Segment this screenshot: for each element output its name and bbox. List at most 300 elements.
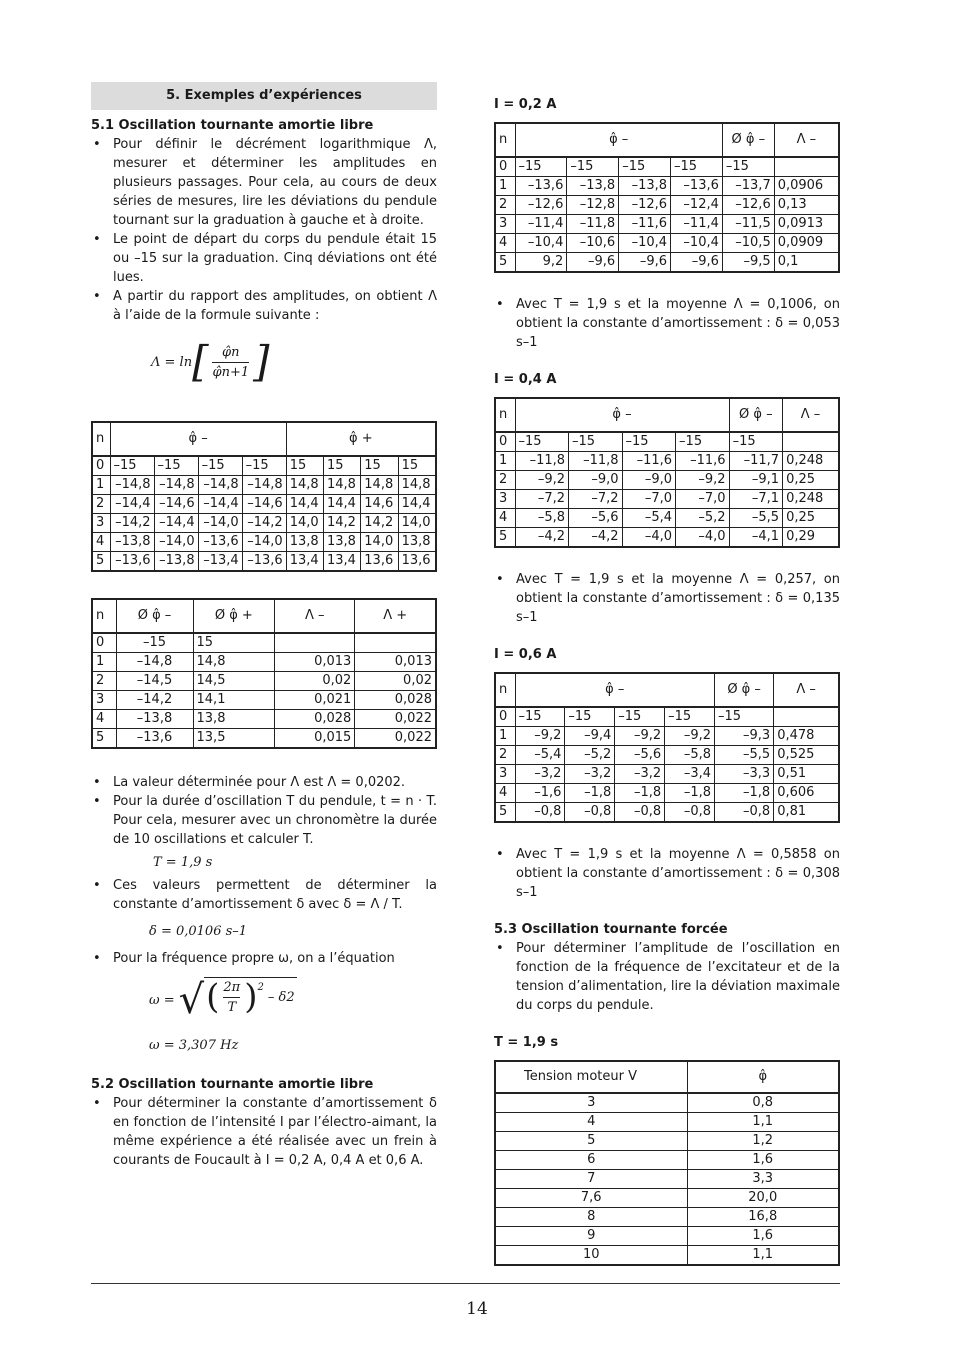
table-cell: –5,8 xyxy=(515,509,569,528)
col-header-avg-phi-minus: Ø φ̂ – xyxy=(722,123,774,157)
table-cell: –0,8 xyxy=(715,803,774,823)
formula-numerator: φ̂n xyxy=(212,343,249,363)
list-item: • A partir du rapport des amplitudes, on obtient Λ à l’aide de la formule suivante : xyxy=(91,287,437,325)
table-row xyxy=(92,514,436,533)
table-cell: 14,2 xyxy=(361,514,398,533)
table-cell: 13,8 xyxy=(323,533,360,552)
table-cell: –9,6 xyxy=(619,253,671,273)
col-header-n: n xyxy=(92,599,116,633)
table-cell: 1,6 xyxy=(687,1151,839,1170)
table-cell: 5 xyxy=(92,552,110,572)
table-cell: 15 xyxy=(286,456,323,476)
note-i02-list xyxy=(494,295,840,352)
table-cell: –11,8 xyxy=(567,215,619,234)
table-cell: 8 xyxy=(495,1208,687,1227)
table-row xyxy=(495,1132,839,1151)
bullet-list-5-1 xyxy=(91,135,437,325)
formula-omega xyxy=(91,968,437,1032)
table-cell: 0,248 xyxy=(783,452,839,471)
bullet-list-5-1-results xyxy=(91,773,437,849)
table-cell: 13,5 xyxy=(193,729,275,749)
table-cell: –3,4 xyxy=(665,765,715,784)
table-cell: –15 xyxy=(665,707,715,727)
table-cell: –11,4 xyxy=(515,215,567,234)
table-cell: –14,2 xyxy=(116,691,193,710)
table-cell: 5 xyxy=(495,1132,687,1151)
table-title-t19: T = 1,9 s xyxy=(494,1035,559,1050)
table-row xyxy=(495,471,839,490)
table-cell: –13,6 xyxy=(116,729,193,749)
table-cell: 0,02 xyxy=(275,672,355,691)
table-cell: –5,2 xyxy=(676,509,730,528)
table-row xyxy=(495,490,839,509)
table-cell: 4 xyxy=(495,1113,687,1132)
table-cell xyxy=(355,633,436,653)
table-cell xyxy=(774,707,839,727)
note-i06-list xyxy=(494,845,840,902)
table-cell: 3 xyxy=(495,215,515,234)
list-item: • Avec T = 1,9 s et la moyenne Λ = 0,257, on obtient la constante d’amortissement : δ = 0,135 s–1 xyxy=(494,570,840,627)
table-row xyxy=(495,765,839,784)
table-cell: –13,6 xyxy=(242,552,286,572)
table-cell: –15 xyxy=(729,432,783,452)
table-cell: 4 xyxy=(92,533,110,552)
table-cell: –5,4 xyxy=(622,509,676,528)
table-cell: 0,25 xyxy=(783,471,839,490)
table-i04 xyxy=(494,397,840,548)
formula-fraction xyxy=(208,343,253,382)
table-cell: –13,8 xyxy=(110,533,154,552)
table-cell: 2 xyxy=(495,471,515,490)
table-cell: –13,6 xyxy=(671,177,723,196)
table-cell: –10,4 xyxy=(671,234,723,253)
table-cell: –14,8 xyxy=(110,476,154,495)
table-cell: 15 xyxy=(361,456,398,476)
table-cell: 9 xyxy=(495,1227,687,1246)
table-cell: 0,8 xyxy=(687,1093,839,1113)
table-row xyxy=(92,552,436,572)
col-header-lambda-minus: Λ – xyxy=(774,123,839,157)
table-cell: –7,2 xyxy=(569,490,623,509)
table-cell: –9,4 xyxy=(565,727,615,746)
table-cell: 13,8 xyxy=(193,710,275,729)
table-cell: –11,7 xyxy=(729,452,783,471)
table-cell: –14,8 xyxy=(242,476,286,495)
table-cell: 1 xyxy=(495,452,515,471)
table-cell: 3 xyxy=(92,691,116,710)
table-cell: –3,2 xyxy=(565,765,615,784)
table-cell: –7,2 xyxy=(515,490,569,509)
table-cell: –5,8 xyxy=(665,746,715,765)
col-header-lambda-minus: Λ – xyxy=(783,398,839,432)
table-cell: 14,4 xyxy=(286,495,323,514)
col-header-avg-phi-minus: Ø φ̂ – xyxy=(715,673,774,707)
table-cell: 0,13 xyxy=(774,196,839,215)
table-cell: –14,8 xyxy=(198,476,242,495)
table-cell: 0,478 xyxy=(774,727,839,746)
table-cell: –11,4 xyxy=(671,215,723,234)
table-cell: –5,2 xyxy=(565,746,615,765)
table-cell: –15 xyxy=(198,456,242,476)
table-title-i06: I = 0,6 A xyxy=(494,647,557,662)
table-row xyxy=(495,452,839,471)
table-cell: –0,8 xyxy=(665,803,715,823)
table-cell: 6 xyxy=(495,1151,687,1170)
table-cell: –11,5 xyxy=(722,215,774,234)
formula-denominator: T xyxy=(227,1000,237,1015)
table-cell xyxy=(275,633,355,653)
table-row xyxy=(495,746,839,765)
table-cell: 13,8 xyxy=(398,533,436,552)
table-cell: –15 xyxy=(622,432,676,452)
table-cell: –15 xyxy=(515,707,565,727)
list-item: • Pour déterminer la constante d’amortissement δ en fonction de l’intensité I par l’électro-aimant, la même expérience a été réalisée avec un frein à courants de Foucault à I = 0,2 A, 0,4 A et 0,6 A. xyxy=(91,1094,437,1170)
table-cell: –10,4 xyxy=(515,234,567,253)
table-row xyxy=(495,1227,839,1246)
col-header-n: n xyxy=(92,422,110,456)
table-cell: 14,8 xyxy=(398,476,436,495)
table-row xyxy=(495,784,839,803)
table-cell: –5,6 xyxy=(569,509,623,528)
table-row xyxy=(495,1093,839,1113)
table-cell: 0 xyxy=(495,707,515,727)
table-cell: 14,8 xyxy=(323,476,360,495)
table-cell: 3,3 xyxy=(687,1170,839,1189)
table-cell: –13,6 xyxy=(110,552,154,572)
col-header-phi-minus: φ̂ – xyxy=(515,123,722,157)
table-cell: –9,5 xyxy=(722,253,774,273)
formula-lhs: ω = xyxy=(149,992,175,1008)
table-cell: 1,6 xyxy=(687,1227,839,1246)
col-header-motor-voltage: Tension moteur V xyxy=(495,1061,687,1093)
table-cell: 3 xyxy=(495,765,515,784)
table-cell: 5 xyxy=(92,729,116,749)
table-row xyxy=(495,1246,839,1266)
formula-numerator: 2π xyxy=(223,978,240,998)
table-5-1-deviations xyxy=(91,421,437,572)
table-cell: 20,0 xyxy=(687,1189,839,1208)
table-cell: –9,0 xyxy=(622,471,676,490)
table-cell: –13,8 xyxy=(154,552,198,572)
formula-tail: – δ2 xyxy=(267,990,295,1005)
table-cell: 0,25 xyxy=(783,509,839,528)
table-cell: –12,4 xyxy=(671,196,723,215)
table-row xyxy=(495,253,839,273)
col-header-n: n xyxy=(495,398,515,432)
table-cell: 1 xyxy=(92,476,110,495)
table-cell: –9,3 xyxy=(715,727,774,746)
table-cell: 1,1 xyxy=(687,1246,839,1266)
table-cell: 5 xyxy=(495,803,515,823)
table-row xyxy=(495,1189,839,1208)
table-cell: 14,0 xyxy=(361,533,398,552)
table-cell: –9,6 xyxy=(567,253,619,273)
table-cell: –9,2 xyxy=(665,727,715,746)
table-cell: –11,6 xyxy=(622,452,676,471)
table-cell: –15 xyxy=(567,157,619,177)
table-row xyxy=(495,157,839,177)
bullet-list-delta xyxy=(91,876,437,914)
table-i02 xyxy=(494,122,840,273)
table-cell: 1 xyxy=(495,177,515,196)
table-row xyxy=(92,691,436,710)
table-cell: –14,0 xyxy=(154,533,198,552)
bullet-list-omega xyxy=(91,949,437,968)
col-header-avg-phi-minus: Ø φ̂ – xyxy=(729,398,783,432)
table-row xyxy=(495,215,839,234)
table-cell: –3,2 xyxy=(615,765,665,784)
table-cell: –1,8 xyxy=(615,784,665,803)
table-cell: –15 xyxy=(722,157,774,177)
table-cell: –15 xyxy=(569,432,623,452)
table-cell: –15 xyxy=(515,157,567,177)
col-header-avg-phi-plus: Ø φ̂ + xyxy=(193,599,275,633)
formula-lambda xyxy=(91,331,437,393)
table-cell: 0,51 xyxy=(774,765,839,784)
list-item: • Pour définir le décrément logarithmique Λ, mesurer et déterminer les amplitudes en plusieurs passages. Pour cela, au cours de deux séries de mesures, lire les déviations du pendule tournant sur la graduation à gauche et à droite. xyxy=(91,135,437,230)
table-cell: –12,6 xyxy=(619,196,671,215)
table-cell: –10,6 xyxy=(567,234,619,253)
table-cell: –0,8 xyxy=(515,803,565,823)
table-cell: –4,0 xyxy=(622,528,676,548)
formula-omega-value: ω = 3,307 Hz xyxy=(149,1038,239,1053)
paren-close: ) xyxy=(244,977,258,1017)
table-cell: –14,0 xyxy=(198,514,242,533)
table-cell: –15 xyxy=(671,157,723,177)
table-cell: 2 xyxy=(495,746,515,765)
table-cell: –15 xyxy=(110,456,154,476)
table-cell: 0,0909 xyxy=(774,234,839,253)
table-cell: –14,0 xyxy=(242,533,286,552)
bracket-open: [ xyxy=(192,337,209,386)
table-cell: –11,6 xyxy=(676,452,730,471)
table-i06 xyxy=(494,672,840,823)
table-cell: 7,6 xyxy=(495,1189,687,1208)
table-cell: –15 xyxy=(565,707,615,727)
table-cell: 0,02 xyxy=(355,672,436,691)
table-title-i02: I = 0,2 A xyxy=(494,97,557,112)
table-cell: –1,8 xyxy=(665,784,715,803)
col-header-n: n xyxy=(495,673,515,707)
table-cell: 15 xyxy=(323,456,360,476)
table-cell: 0,021 xyxy=(275,691,355,710)
table-cell: 3 xyxy=(92,514,110,533)
table-cell: –0,8 xyxy=(565,803,615,823)
table-row xyxy=(92,672,436,691)
table-cell: –1,8 xyxy=(565,784,615,803)
table-forced-oscillation xyxy=(494,1060,840,1266)
table-cell: 14,4 xyxy=(323,495,360,514)
table-cell: 0,1 xyxy=(774,253,839,273)
table-row xyxy=(92,495,436,514)
table-cell: 3 xyxy=(495,1093,687,1113)
table-row xyxy=(495,177,839,196)
table-cell: –14,5 xyxy=(116,672,193,691)
table-cell: 14,1 xyxy=(193,691,275,710)
table-cell: 2 xyxy=(92,495,110,514)
table-cell: –7,1 xyxy=(729,490,783,509)
table-cell: 0,013 xyxy=(355,653,436,672)
table-cell: –10,4 xyxy=(619,234,671,253)
footer-rule xyxy=(91,1283,840,1284)
col-header-phi: φ̂ xyxy=(687,1061,839,1093)
table-row xyxy=(92,729,436,749)
table-cell: –0,8 xyxy=(615,803,665,823)
table-cell: 14,4 xyxy=(398,495,436,514)
formula-delta: δ = 0,0106 s–1 xyxy=(149,924,248,939)
table-cell: –14,6 xyxy=(242,495,286,514)
table-row xyxy=(495,803,839,823)
list-item: • Pour la fréquence propre ω, on a l’équation xyxy=(91,949,437,968)
table-title-i04: I = 0,4 A xyxy=(494,372,557,387)
table-row xyxy=(495,707,839,727)
right-column xyxy=(494,95,840,1266)
table-cell: –14,2 xyxy=(242,514,286,533)
table-cell: –12,6 xyxy=(722,196,774,215)
table-cell: –1,6 xyxy=(515,784,565,803)
subsection-5-3-title: 5.3 Oscillation tournante forcée xyxy=(494,922,728,937)
table-row xyxy=(495,1151,839,1170)
sqrt-body xyxy=(204,977,296,1017)
list-item: • Pour la durée d’oscillation T du pendule, t = n · T. Pour cela, mesurer avec un chronomètre la durée de 10 oscillations et calculer T. xyxy=(91,792,437,849)
table-cell: 0,028 xyxy=(355,691,436,710)
table-cell: –13,8 xyxy=(567,177,619,196)
table-cell: 0,29 xyxy=(783,528,839,548)
paren-open: ( xyxy=(206,977,220,1017)
table-cell: 0,028 xyxy=(275,710,355,729)
table-cell xyxy=(783,432,839,452)
table-cell: 14,8 xyxy=(286,476,323,495)
table-cell: 13,4 xyxy=(323,552,360,572)
table-cell: –13,6 xyxy=(515,177,567,196)
table-cell: –13,8 xyxy=(619,177,671,196)
table-cell: 0 xyxy=(495,157,515,177)
table-cell: 14,8 xyxy=(193,653,275,672)
table-cell: –5,5 xyxy=(729,509,783,528)
table-cell: 0 xyxy=(495,432,515,452)
list-item: • Avec T = 1,9 s et la moyenne Λ = 0,5858 on obtient la constante d’amortissement : δ = 0,308 s–1 xyxy=(494,845,840,902)
table-cell: 3 xyxy=(495,490,515,509)
table-cell: 13,4 xyxy=(286,552,323,572)
table-cell: 4 xyxy=(495,784,515,803)
table-cell: –4,1 xyxy=(729,528,783,548)
note-i04-list xyxy=(494,570,840,627)
table-5-1-averages xyxy=(91,598,437,749)
table-cell: –3,3 xyxy=(715,765,774,784)
table-cell: –9,2 xyxy=(515,727,565,746)
list-item: • Ces valeurs permettent de déterminer la constante d’amortissement δ avec δ = Λ / T. xyxy=(91,876,437,914)
table-cell: –14,4 xyxy=(198,495,242,514)
table-cell: –14,8 xyxy=(116,653,193,672)
formula-fraction xyxy=(219,978,244,1017)
col-header-n: n xyxy=(495,123,515,157)
table-cell: 14,5 xyxy=(193,672,275,691)
bullet-list-5-2 xyxy=(91,1094,437,1170)
table-cell: 1 xyxy=(495,727,515,746)
table-row xyxy=(92,710,436,729)
table-cell: 14,0 xyxy=(398,514,436,533)
table-cell: 14,0 xyxy=(286,514,323,533)
table-cell: –12,8 xyxy=(567,196,619,215)
col-header-lambda-minus: Λ – xyxy=(774,673,839,707)
table-row xyxy=(495,234,839,253)
table-cell: 0 xyxy=(92,633,116,653)
table-cell: –5,4 xyxy=(515,746,565,765)
col-header-lambda-minus: Λ – xyxy=(275,599,355,633)
table-cell: 13,6 xyxy=(398,552,436,572)
table-row xyxy=(495,1113,839,1132)
table-row xyxy=(92,653,436,672)
table-cell: –7,0 xyxy=(676,490,730,509)
table-cell: 1,2 xyxy=(687,1132,839,1151)
table-cell: –9,2 xyxy=(676,471,730,490)
table-cell: –13,6 xyxy=(198,533,242,552)
table-cell: –9,0 xyxy=(569,471,623,490)
table-row xyxy=(495,432,839,452)
table-cell: –13,8 xyxy=(116,710,193,729)
subsection-5-2-title: 5.2 Oscillation tournante amortie libre xyxy=(91,1077,374,1092)
col-header-phi-minus: φ̂ – xyxy=(515,398,729,432)
table-cell: 4 xyxy=(495,509,515,528)
table-row xyxy=(495,528,839,548)
table-cell: –15 xyxy=(676,432,730,452)
table-cell: 4 xyxy=(92,710,116,729)
table-cell: –14,2 xyxy=(110,514,154,533)
table-cell: 13,8 xyxy=(286,533,323,552)
table-cell: 0 xyxy=(92,456,110,476)
table-cell: 0,0906 xyxy=(774,177,839,196)
table-cell: 14,6 xyxy=(361,495,398,514)
col-header-avg-phi-minus: Ø φ̂ – xyxy=(116,599,193,633)
table-cell: –14,8 xyxy=(154,476,198,495)
list-item: • Avec T = 1,9 s et la moyenne Λ = 0,1006, on obtient la constante d’amortissement : δ = 0,053 s–1 xyxy=(494,295,840,352)
table-cell: 0,525 xyxy=(774,746,839,765)
section-title: 5. Exemples d’expériences xyxy=(91,82,437,110)
table-cell: 0,81 xyxy=(774,803,839,823)
col-header-lambda-plus: Λ + xyxy=(355,599,436,633)
left-column xyxy=(91,82,437,1170)
subsection-5-1-title: 5.1 Oscillation tournante amortie libre xyxy=(91,118,374,133)
table-row xyxy=(92,476,436,495)
table-cell: –9,2 xyxy=(515,471,569,490)
formula-exponent: 2 xyxy=(257,982,264,993)
table-cell: 15 xyxy=(193,633,275,653)
table-cell: 5 xyxy=(495,528,515,548)
table-cell: –3,2 xyxy=(515,765,565,784)
table-cell: –11,6 xyxy=(619,215,671,234)
table-cell: –10,5 xyxy=(722,234,774,253)
table-cell: 7 xyxy=(495,1170,687,1189)
formula-denominator: φ̂n+1 xyxy=(212,364,250,380)
page-number: 14 xyxy=(466,1299,488,1319)
table-cell: 4 xyxy=(495,234,515,253)
table-cell: 1,1 xyxy=(687,1113,839,1132)
bullet-list-5-3 xyxy=(494,939,840,1015)
table-cell: –15 xyxy=(154,456,198,476)
table-cell: –5,5 xyxy=(715,746,774,765)
table-cell: 14,8 xyxy=(361,476,398,495)
table-cell: –15 xyxy=(116,633,193,653)
table-cell: –15 xyxy=(242,456,286,476)
table-cell: 14,2 xyxy=(323,514,360,533)
col-header-phi-minus: φ̂ – xyxy=(515,673,715,707)
table-cell: 9,2 xyxy=(515,253,567,273)
table-cell: 1 xyxy=(92,653,116,672)
table-cell: –5,6 xyxy=(615,746,665,765)
table-cell: –4,2 xyxy=(569,528,623,548)
table-cell xyxy=(774,157,839,177)
table-cell: –9,2 xyxy=(615,727,665,746)
